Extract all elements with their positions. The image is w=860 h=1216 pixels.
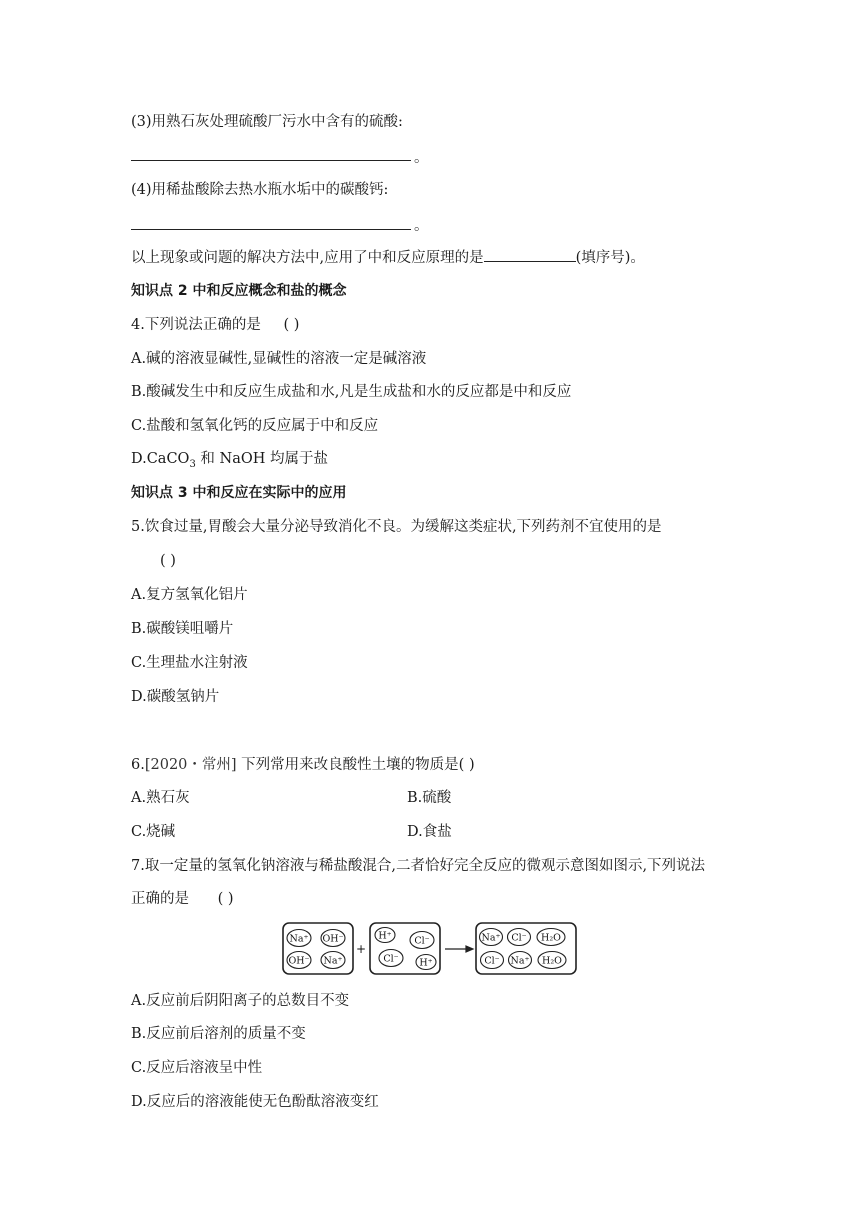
q7-option-d: D.反应后的溶液能使无色酚酞溶液变红 xyxy=(131,1094,379,1110)
q6-option-a: A.熟石灰 xyxy=(131,790,190,806)
molecule-h2o-2 xyxy=(538,952,566,969)
q3-item3-answer-blank[interactable] xyxy=(131,160,411,161)
q5-answer-paren[interactable]: ( ) xyxy=(160,553,176,569)
reaction-arrow xyxy=(445,946,473,952)
svg-text:Na⁺: Na⁺ xyxy=(323,955,343,967)
section-heading-3: 知识点 3 中和反应在实际中的应用 xyxy=(131,485,347,501)
q6-answer-paren[interactable]: ( ) xyxy=(458,757,475,773)
q7-option-c: C.反应后溶液呈中性 xyxy=(131,1060,263,1076)
plus-sign: + xyxy=(355,942,367,956)
q3-summary-pre: 以上现象或问题的解决方法中,应用了中和反应原理的是 xyxy=(131,250,484,266)
q7-stem-line1: 7.取一定量的氢氧化钠溶液与稀盐酸混合,二者恰好完全反应的微观示意图如图示,下列说法 xyxy=(131,858,706,874)
q4-option-d xyxy=(131,449,328,475)
ion-h-1 xyxy=(375,928,395,943)
q3-summary-post: (填序号)。 xyxy=(575,250,645,266)
ion-na-3 xyxy=(480,929,503,946)
q7-stem-line2 xyxy=(131,889,234,909)
q6-number: 6. xyxy=(131,757,145,773)
q4-option-d-pre: D.CaCO xyxy=(131,451,190,467)
q4-option-a: A.碱的溶液显碱性,显碱性的溶液一定是碱溶液 xyxy=(131,351,427,367)
q5-option-c: C.生理盐水注射液 xyxy=(131,655,248,671)
q7-option-a: A.反应前后阴阳离子的总数目不变 xyxy=(131,993,350,1009)
ion-cl-1 xyxy=(410,932,434,949)
q4-option-c: C.盐酸和氢氧化钙的反应属于中和反应 xyxy=(131,418,379,434)
svg-text:H⁺: H⁺ xyxy=(378,930,392,942)
ion-h-2 xyxy=(416,955,436,970)
ion-cl-2 xyxy=(379,950,403,967)
q6-option-b: B.硫酸 xyxy=(407,790,452,806)
q5-option-a: A.复方氢氧化铝片 xyxy=(131,587,248,603)
svg-text:Na⁺: Na⁺ xyxy=(481,932,501,944)
q4-answer-paren[interactable]: ( ) xyxy=(283,317,300,333)
q3-item3-period: 。 xyxy=(414,150,429,166)
q5-stem: 5.饮食过量,胃酸会大量分泌导致消化不良。为缓解这类症状,下列药剂不宜使用的是 xyxy=(131,519,662,535)
q4-option-d-sub: 3 xyxy=(189,458,196,470)
ion-cl-3 xyxy=(508,929,531,946)
ion-na-1 xyxy=(287,930,311,947)
svg-text:Cl⁻: Cl⁻ xyxy=(484,955,500,967)
svg-text:Cl⁻: Cl⁻ xyxy=(511,932,527,944)
q7-stem-line2-text: 正确的是 xyxy=(131,891,189,907)
ion-oh-2 xyxy=(287,952,311,969)
ion-cl-4 xyxy=(481,952,504,969)
q3-item4-answer-blank[interactable] xyxy=(131,229,411,230)
svg-text:OH⁻: OH⁻ xyxy=(288,955,310,967)
q5-option-b: B.碳酸镁咀嚼片 xyxy=(131,621,234,637)
ion-na-4 xyxy=(509,952,532,969)
svg-text:Na⁺: Na⁺ xyxy=(289,933,309,945)
q3-summary xyxy=(131,247,645,268)
svg-text:H₂O: H₂O xyxy=(542,955,562,967)
svg-text:Cl⁻: Cl⁻ xyxy=(383,953,399,965)
q5-option-d: D.碳酸氢钠片 xyxy=(131,689,220,705)
q6-option-d: D.食盐 xyxy=(407,824,452,840)
svg-text:Cl⁻: Cl⁻ xyxy=(414,935,430,947)
q3-summary-blank[interactable] xyxy=(484,247,576,262)
q6-option-c: C.烧碱 xyxy=(131,824,176,840)
q4-option-b: B.酸碱发生中和反应生成盐和水,凡是生成盐和水的反应都是中和反应 xyxy=(131,384,572,400)
q6-source: [2020・常州] xyxy=(144,757,237,773)
q4-option-d-post: 和 NaOH 均属于盐 xyxy=(195,451,329,467)
molecule-h2o-1 xyxy=(537,929,565,946)
q6-stem xyxy=(131,755,475,775)
q7-option-b: B.反应前后溶剂的质量不变 xyxy=(131,1026,306,1042)
section-heading-2: 知识点 2 中和反应概念和盐的概念 xyxy=(131,283,347,299)
svg-text:Na⁺: Na⁺ xyxy=(510,955,530,967)
q7-answer-paren[interactable]: ( ) xyxy=(217,891,234,907)
ion-oh-1 xyxy=(321,930,345,947)
q6-stem-text: 下列常用来改良酸性土壤的物质是 xyxy=(236,757,459,773)
q3-item4-period: 。 xyxy=(414,218,429,234)
svg-text:H₂O: H₂O xyxy=(541,932,561,944)
svg-text:H⁺: H⁺ xyxy=(419,957,433,969)
q3-item3: (3)用熟石灰处理硫酸厂污水中含有的硫酸: xyxy=(131,114,403,130)
ion-na-2 xyxy=(321,952,345,969)
q3-item4: (4)用稀盐酸除去热水瓶水垢中的碳酸钙: xyxy=(131,182,389,198)
reaction-diagram xyxy=(282,922,578,976)
q4-stem xyxy=(131,315,299,335)
q4-stem-text: 4.下列说法正确的是 xyxy=(131,317,261,333)
svg-text:OH⁻: OH⁻ xyxy=(322,933,344,945)
